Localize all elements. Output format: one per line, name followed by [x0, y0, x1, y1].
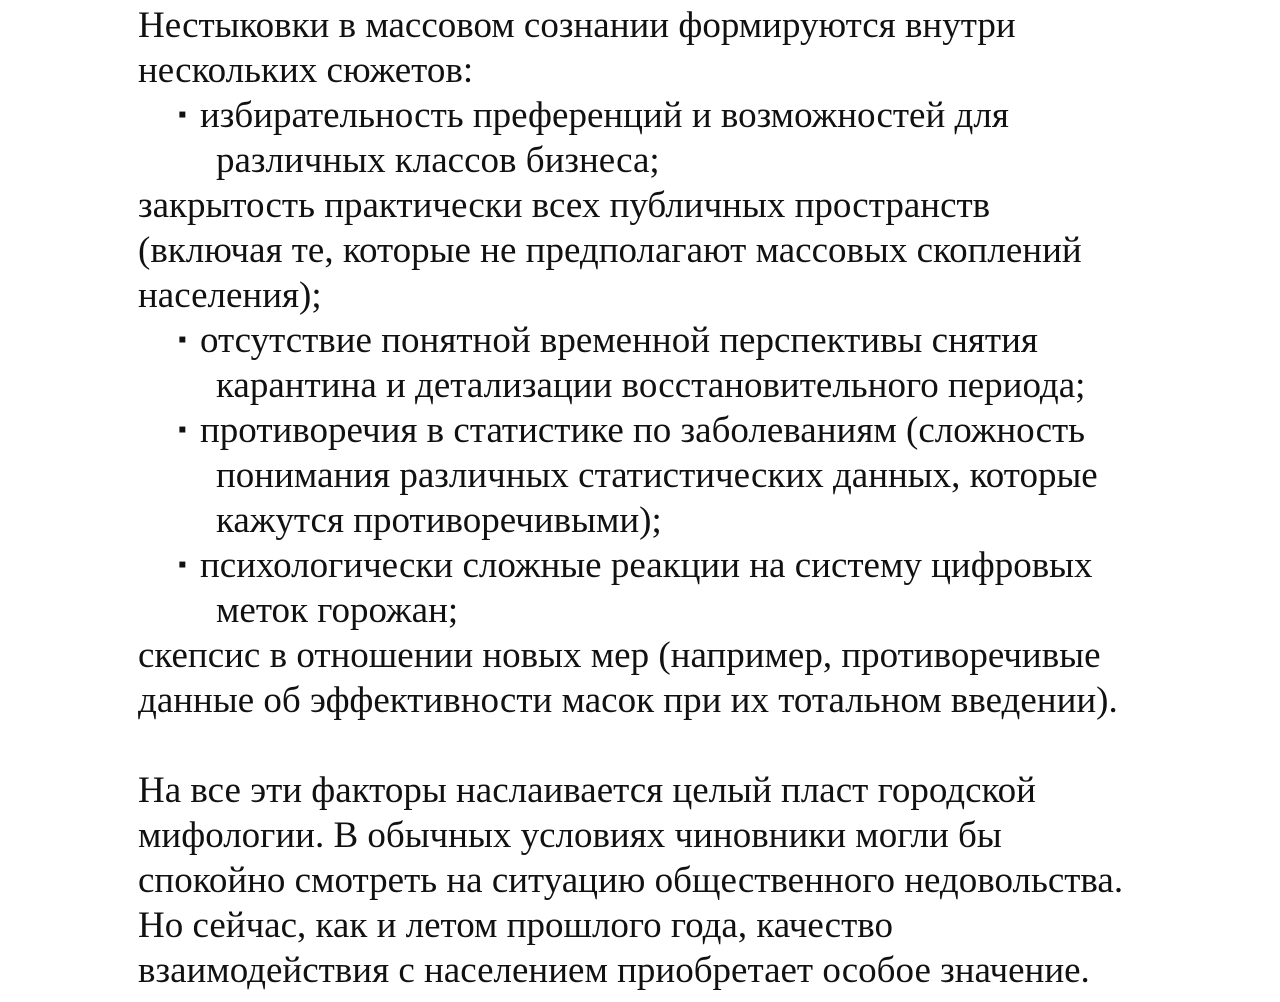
- text-line: нескольких сюжетов:: [138, 50, 474, 91]
- text-line: спокойно смотреть на ситуацию общественного недовольства.: [138, 860, 1124, 901]
- bullet-square-icon: ▪: [178, 102, 187, 128]
- text-line: населения);: [138, 275, 322, 316]
- text-line: Нестыковки в массовом сознании формируются внутри: [138, 5, 1016, 46]
- bullet-square-icon: ▪: [178, 327, 187, 353]
- text-line: кажутся противоречивыми);: [216, 500, 662, 541]
- text-line: На все эти факторы наслаивается целый пласт городской: [138, 770, 1036, 811]
- paragraph-spacer: [138, 723, 1188, 768]
- bullet-item: [138, 318, 1188, 408]
- text-line: различных классов бизнеса;: [216, 140, 660, 181]
- text-line: психологически сложные реакции на систему цифровых: [200, 545, 1093, 586]
- text-line: данные об эффективности масок при их тотальном введении).: [138, 680, 1118, 721]
- text-line: меток горожан;: [216, 590, 459, 631]
- bullet-item: [138, 543, 1188, 633]
- plain-paragraph: [138, 633, 1188, 723]
- text-line: карантина и детализации восстановительного периода;: [216, 365, 1086, 406]
- text-line: взаимодействия с населением приобретает особое значение.: [138, 950, 1090, 991]
- text-line: Но сейчас, как и летом прошлого года, качество: [138, 905, 893, 946]
- bullet-item: [138, 408, 1188, 543]
- closing-paragraph: [138, 768, 1188, 993]
- text-line: (включая те, которые не предполагают массовых скоплений: [138, 230, 1082, 271]
- text-line: закрытость практически всех публичных пространств: [138, 185, 991, 226]
- bullet-item: [138, 93, 1188, 183]
- text-line: отсутствие понятной временной перспективы снятия: [200, 320, 1038, 361]
- text-line: противоречия в статистике по заболеваниям (сложность: [200, 410, 1086, 451]
- text-line: скепсис в отношении новых мер (например, противоречивые: [138, 635, 1101, 676]
- text-line: понимания различных статистических данных, которые: [216, 455, 1098, 496]
- document-page: [138, 3, 1188, 993]
- text-line: избирательность преференций и возможностей для: [200, 95, 1009, 136]
- plain-paragraph: [138, 183, 1188, 318]
- bullet-square-icon: ▪: [178, 417, 187, 443]
- intro-paragraph: [138, 3, 1188, 93]
- text-line: мифологии. В обычных условиях чиновники могли бы: [138, 815, 1002, 856]
- bullet-square-icon: ▪: [178, 552, 187, 578]
